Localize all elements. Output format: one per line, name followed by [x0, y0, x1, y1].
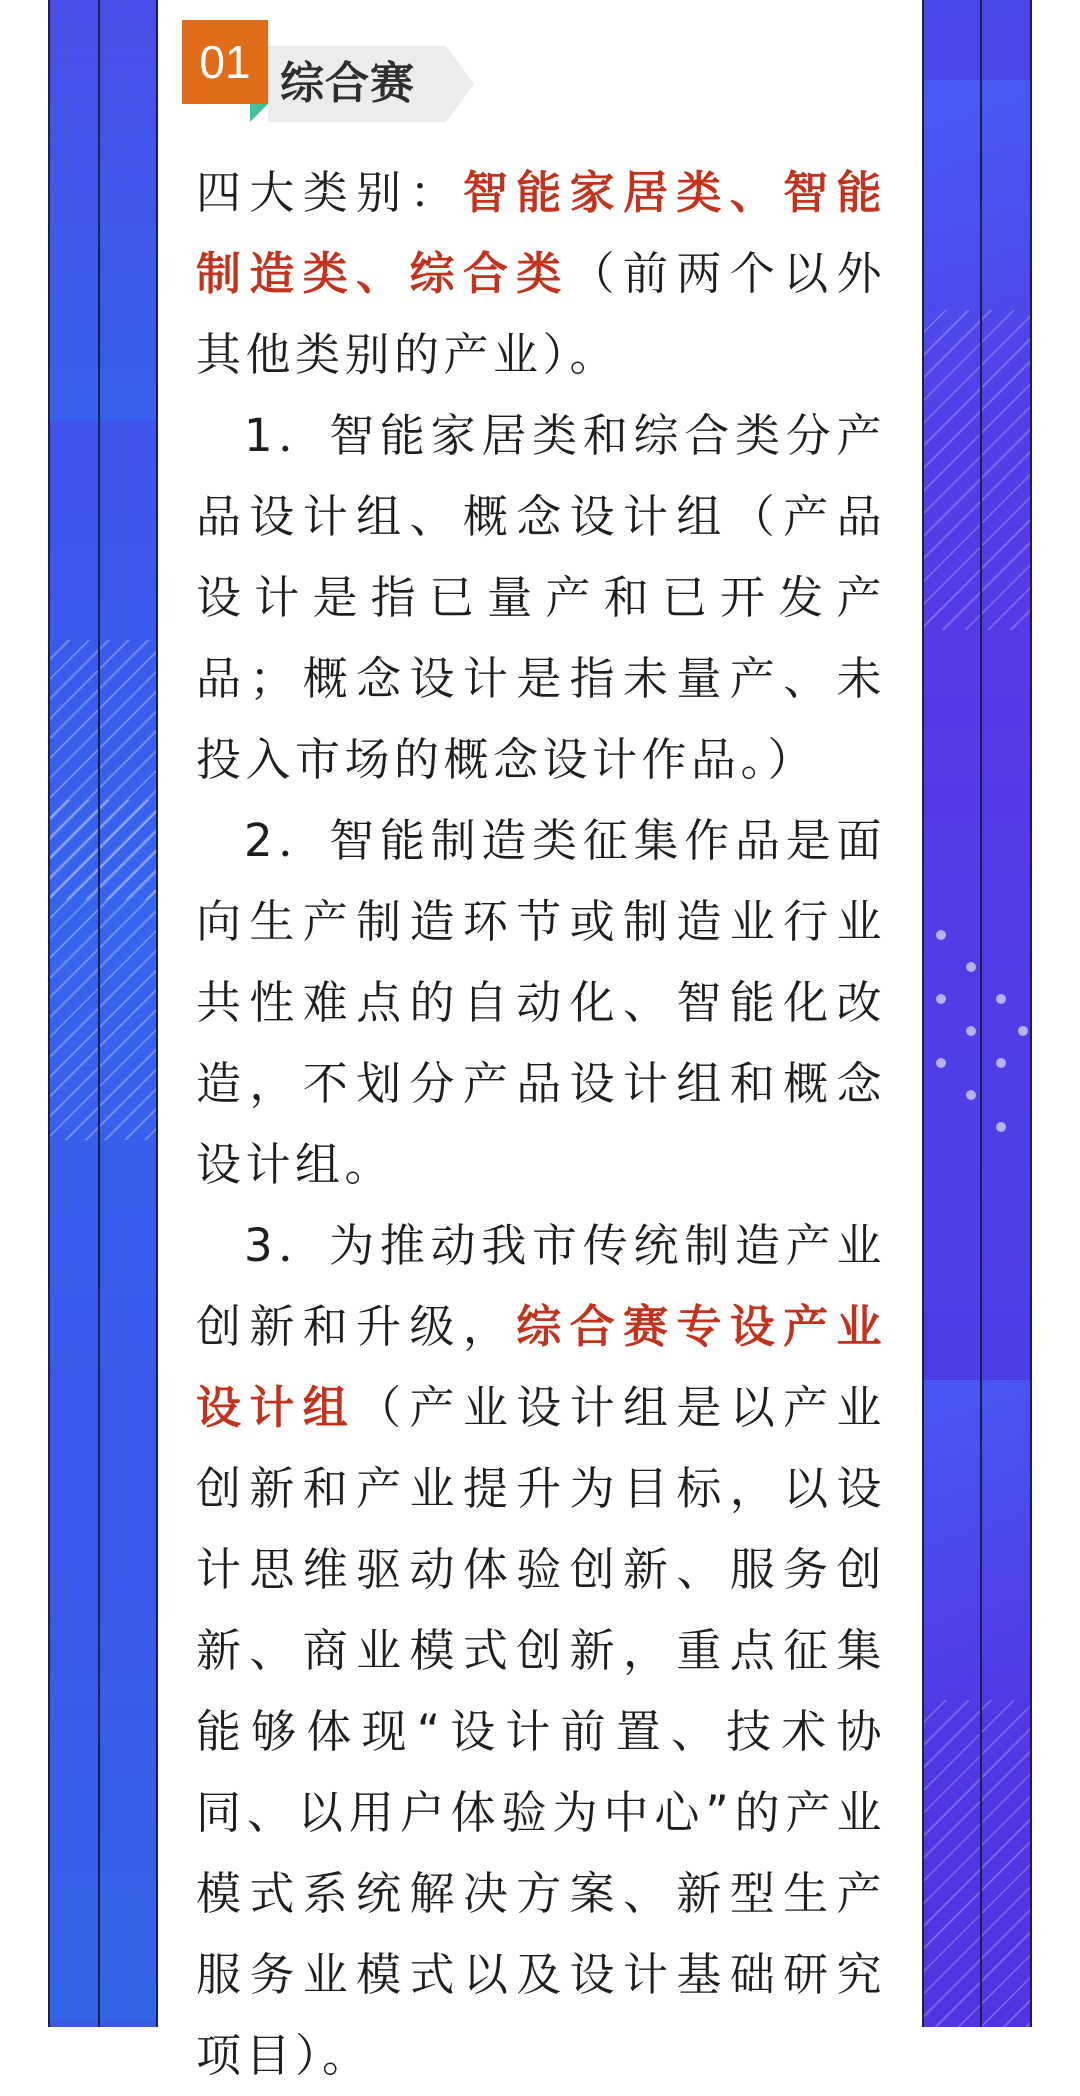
item-3-intro-text: 3．为推动我市传统制造产业创新和升级， [196, 1219, 886, 1353]
section-number-fold [250, 104, 268, 122]
paragraph-item-3 [196, 1205, 886, 2096]
decor-dot [936, 1058, 946, 1068]
left-outer-line [48, 0, 50, 2027]
right-decorative-band [922, 0, 1032, 2027]
decor-dot [936, 994, 946, 1004]
section-number-badge: 01 [182, 20, 268, 104]
decor-dot [996, 1122, 1006, 1132]
right-outer-line [1030, 0, 1032, 2027]
decor-dot [936, 930, 946, 940]
right-band-stripes [922, 310, 1032, 630]
paragraph-item-1: 1．智能家居类和综合类分产品设计组、概念设计组（产品设计是指已量产和已开发产品；概念设计是指未量产、未投入市场的概念设计作品。） [196, 409, 886, 786]
section-title-arrow-tip [446, 46, 474, 122]
decor-dot [996, 1058, 1006, 1068]
left-band-shade-2 [48, 1600, 158, 2020]
decor-dot [966, 1026, 976, 1036]
right-panel-line [922, 0, 924, 2027]
decor-dot [966, 962, 976, 972]
decor-dot [1018, 1026, 1028, 1036]
categories-note: （前两个以外其他类别的产业）。 [196, 247, 886, 381]
paragraph-categories [196, 152, 886, 395]
left-band-stripes-2 [48, 800, 158, 1140]
right-band-stripes-2 [922, 1700, 1032, 2027]
section-title: 综合赛 [280, 58, 415, 109]
article-body [196, 152, 886, 2096]
categories-intro-text: 四大类别： [196, 166, 463, 219]
decor-dot [996, 994, 1006, 1004]
categories-highlight: 智能家居类、智能制造类、综合类 [196, 166, 886, 300]
decor-dot [966, 1090, 976, 1100]
item-3-highlight: 综合赛专设产业设计组 [196, 1300, 886, 1434]
item-3-detail-text: （产业设计组是以产业创新和产业提升为目标，以设计思维驱动体验创新、服务创新、商业模式创新，重点征集能够体现“设计前置、技术协同、以用户体验为中心”的产业模式系统解决方案、新型生产服务业模式以及设计基础研究项目）。 [196, 1381, 886, 2082]
left-band-shade [48, 0, 158, 420]
left-decorative-band [48, 0, 158, 2027]
right-inner-line [980, 0, 982, 2027]
paragraph-item-2: 2．智能制造类征集作品是面向生产制造环节或制造业行业共性难点的自动化、智能化改造，不划分产品设计组和概念设计组。 [196, 814, 886, 1191]
left-inner-line [98, 0, 100, 2027]
